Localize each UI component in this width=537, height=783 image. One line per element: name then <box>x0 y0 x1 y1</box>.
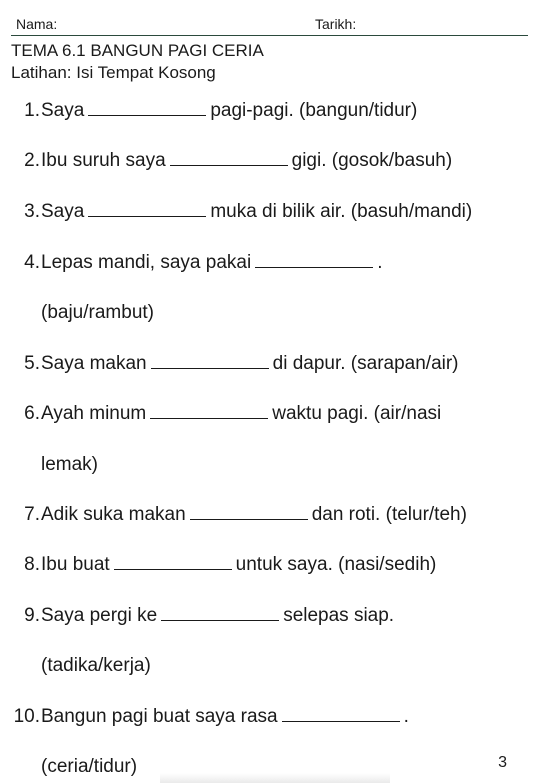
question-number: 7. <box>24 504 40 525</box>
question-number: 9. <box>24 605 40 626</box>
answer-blank[interactable] <box>170 149 288 166</box>
nama-label: Nama: <box>16 16 58 32</box>
question-continuation: (tadika/kerja) <box>41 655 151 676</box>
question-number: 4. <box>24 252 40 273</box>
question-text-after: di dapur. (sarapan/air) <box>272 353 459 374</box>
tarikh-label: Tarikh: <box>315 16 357 32</box>
question-text-before: Saya pergi ke <box>41 605 158 626</box>
question-number: 6. <box>24 403 40 424</box>
page-shadow <box>160 773 390 783</box>
question-text-after: selepas siap. <box>283 605 395 626</box>
question-text-after: waktu pagi. (air/nasi <box>272 403 442 424</box>
question-text-before: Adik suka makan <box>41 504 186 525</box>
question-text-before: Saya <box>41 100 85 121</box>
question-text-before: Ayah minum <box>41 403 147 424</box>
question-number: 8. <box>24 554 40 575</box>
question-text-before: Saya makan <box>41 353 147 374</box>
question-continuation: (baju/rambut) <box>41 302 154 323</box>
answer-blank[interactable] <box>88 99 206 116</box>
theme-title: TEMA 6.1 BANGUN PAGI CERIA <box>11 41 264 60</box>
page-number: 3 <box>498 754 507 771</box>
question-continuation: lemak) <box>41 454 99 475</box>
answer-blank[interactable] <box>190 503 308 520</box>
question-text-after: pagi-pagi. (bangun/tidur) <box>210 100 418 121</box>
question-text-before: Ibu suruh saya <box>41 150 166 171</box>
question-number: 5. <box>24 353 40 374</box>
answer-blank[interactable] <box>88 200 206 217</box>
question-text-after: . <box>377 252 383 273</box>
answer-blank[interactable] <box>282 705 400 722</box>
question-text-before: Bangun pagi buat saya rasa <box>41 706 278 727</box>
question-number: 3. <box>24 201 40 222</box>
exercise-title: Latihan: Isi Tempat Kosong <box>11 63 216 82</box>
answer-blank[interactable] <box>255 251 373 268</box>
answer-blank[interactable] <box>151 352 269 369</box>
question-number: 1. <box>24 100 40 121</box>
question-text-before: Lepas mandi, saya pakai <box>41 252 252 273</box>
question-continuation: (ceria/tidur) <box>41 756 138 777</box>
question-text-after: dan roti. (telur/teh) <box>311 504 467 525</box>
answer-blank[interactable] <box>150 402 268 419</box>
question-text-after: untuk saya. (nasi/sedih) <box>235 554 437 575</box>
answer-blank[interactable] <box>161 604 279 621</box>
question-text-before: Ibu buat <box>41 554 110 575</box>
question-text-after: . <box>403 706 409 727</box>
question-text-before: Saya <box>41 201 85 222</box>
question-number: 2. <box>24 150 40 171</box>
question-number: 10. <box>13 706 40 727</box>
question-text-after: muka di bilik air. (basuh/mandi) <box>210 201 473 222</box>
question-text-after: gigi. (gosok/basuh) <box>291 150 453 171</box>
answer-blank[interactable] <box>114 553 232 570</box>
